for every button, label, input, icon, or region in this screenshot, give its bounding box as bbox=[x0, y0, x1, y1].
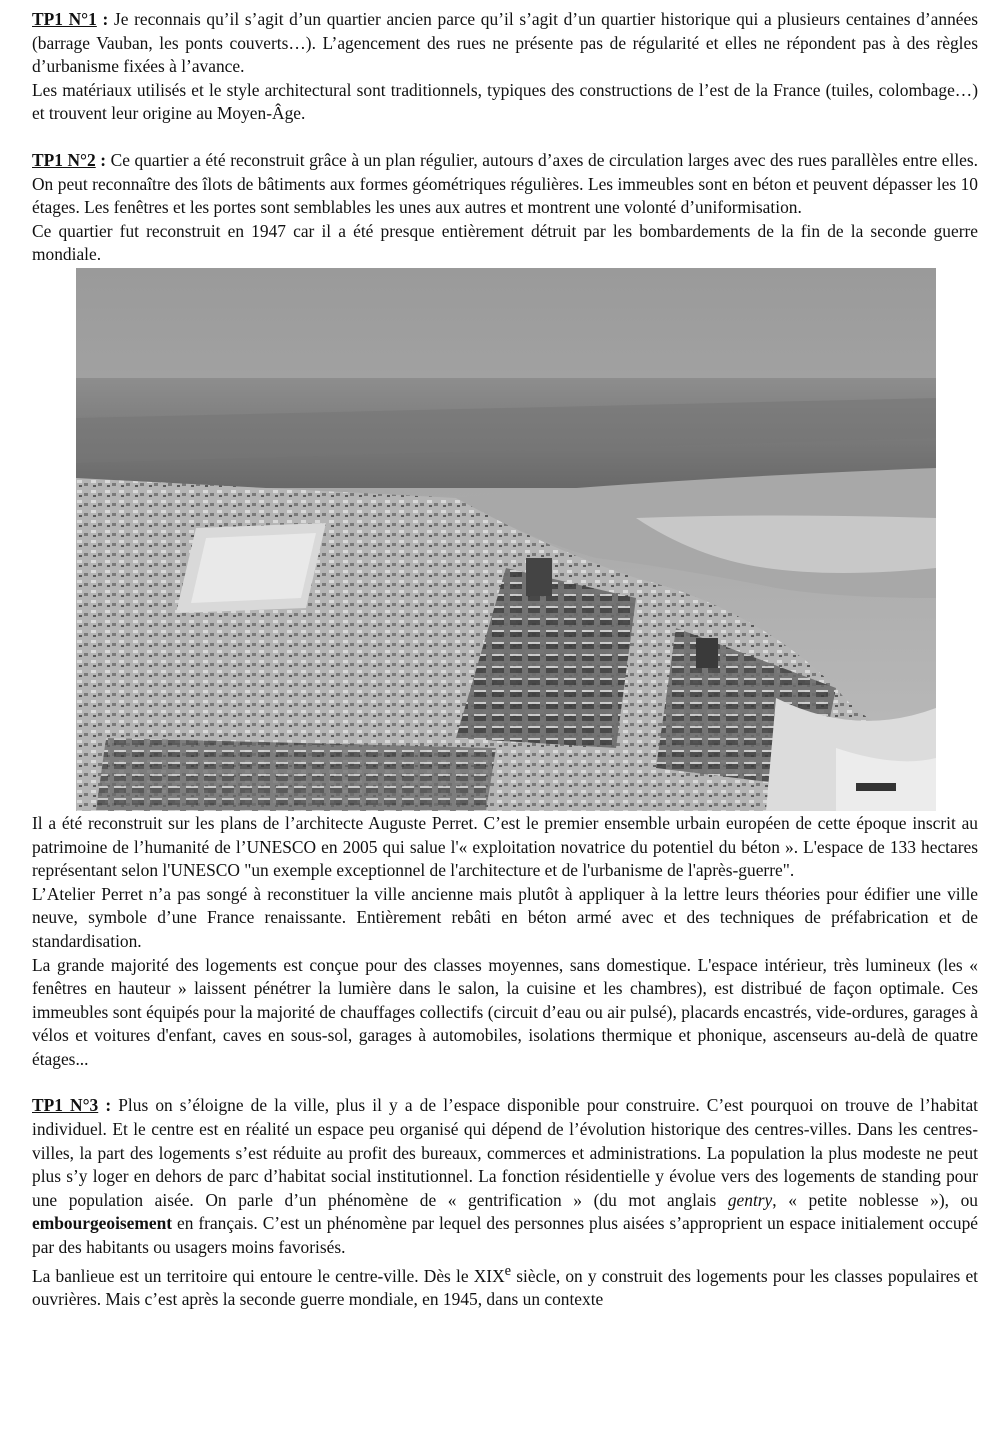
tp1-n3-italic-term: gentry bbox=[727, 1189, 773, 1210]
tp1-n1-paragraph bbox=[32, 8, 978, 79]
tp1-n2-label: TP1 N°2 bbox=[32, 149, 96, 170]
tp1-n2-paragraph-3: Il a été reconstruit sur les plans de l’architecte Auguste Perret. C’est le premier ensemble urbain européen de cette époque inscrit au patrimoine de l’humanité de l’UNESCO en 2005 qui salue l'« exploitation novatrice du potentiel du béton ». L'espace de 133 hectares représentant selon l'UNESCO "un exemple exceptionnel de l'architecture et de l'urbanisme de l'après-guerre". bbox=[32, 812, 978, 881]
spacer bbox=[32, 126, 978, 149]
tp1-n3-bold-term: embourgeoisement bbox=[32, 1213, 173, 1234]
tp1-n2-text-1: Ce quartier a été reconstruit grâce à un plan régulier, autours d’axes de circulation larges avec des rues parallèles entre elles. On peut reconnaître des îlots de bâtiments aux formes géométriques régulières. Les immeubles sont en béton et peuvent dépasser les 10 étages. Les fenêtres et les portes sont semblables les unes aux autres et montrent une volonté d’uniformisation. bbox=[32, 149, 979, 218]
tp1-n3-paragraph bbox=[32, 1094, 978, 1259]
tp1-n2-paragraph bbox=[32, 149, 978, 220]
tp1-n1-separator: : bbox=[96, 9, 109, 29]
tp1-n3-separator: : bbox=[98, 1095, 112, 1116]
tp1-n3-paragraph-2 bbox=[32, 1260, 978, 1312]
tp1-n2-separator: : bbox=[95, 149, 107, 170]
tp1-n2-paragraph-4: L’Atelier Perret n’a pas songé à reconstituer la ville ancienne mais plutôt à appliquer à la lettre leurs théories pour édifier une ville neuve, symbole d’une France renaissante. Entièrement rebâti en béton armé avec et des techniques de préfabrication et de standardisation. bbox=[32, 883, 978, 951]
document-page bbox=[32, 8, 978, 1312]
tp1-n2-paragraph-2: Ce quartier fut reconstruit en 1947 car il a été presque entièrement détruit par les bombardements de la fin de la seconde guerre mondiale. bbox=[32, 220, 978, 265]
tp1-n3-text-1b: , « petite noblesse »), ou bbox=[772, 1189, 978, 1210]
tp1-n2-paragraph-5: La grande majorité des logements est conçue pour des classes moyennes, sans domestique. L'espace intérieur, très lumineux (les « fenêtres en hauteur » laissent pénétrer la lumière dans le salon, la cuisine et les chambres), est distribué de façon optimale. Ces immeubles sont équipés pour la majorité de chauffages collectifs (circuit d’eau ou air pulsé), placards encastrés, vide-ordures, garages à vélos et voitures d'enfant, caves en sous-sol, garages à automobiles, isolations thermique et phonique, ascenseurs au-delà de quatre étages... bbox=[32, 954, 978, 1069]
tp1-n3-text-1a: Plus on s’éloigne de la ville, plus il y a de l’espace disponible pour construire. C’est pourquoi on trouve de l’habitat individuel. Et le centre est en réalité un espace peu organisé qui dépend de l’évolution historique des centres-villes. Dans les centres-villes, la part des logements s’est réduite au profit des bureaux, commerces et administrations. La population la plus modeste ne peut plus s’y loger en dehors de parc d’habitat social institutionnel. La fonction résidentielle y évolue vers des logements de standing pour une population aisée. On parle d’un phénomène de « gentrification » (du mot anglais bbox=[32, 1095, 978, 1210]
tp1-n1-label: TP1 N°1 bbox=[32, 9, 97, 29]
tp1-n1-text-1: Je reconnais qu’il s’agit d’un quartier ancien parce qu’il s’agit d’un quartier historique qui a plusieurs centaines d’années (barrage Vauban, les ponts couverts…). L’agencement des rues ne présente pas de régularité et elles ne répondent pas à des règles d’urbanisme fixées à l’avance. bbox=[32, 9, 978, 77]
tp1-n3-label: TP1 N°3 bbox=[32, 1095, 99, 1116]
tp1-n3-text-2b: siècle, on y construit des logements pour les classes populaires et ouvrières. Mais c’est après la seconde guerre mondiale, en 1945, dans un contexte bbox=[32, 1265, 978, 1310]
tp1-n3-text-1c: en français. C’est un phénomène par lequel des personnes plus aisées s’approprient un espace initialement occupé par des habitants ou usagers moins favorisés. bbox=[32, 1213, 978, 1258]
spacer bbox=[32, 1071, 978, 1094]
tp1-n3-superscript: e bbox=[504, 1262, 512, 1279]
aerial-photo bbox=[76, 268, 936, 811]
tp1-n1-paragraph-2: Les matériaux utilisés et le style architectural sont traditionnels, typiques des constructions de l’est de la France (tuiles, colombage…) et trouvent leur origine au Moyen-Âge. bbox=[32, 79, 978, 124]
aerial-photo-icon bbox=[76, 268, 936, 811]
tp1-n3-text-2a: La banlieue est un territoire qui entoure le centre-ville. Dès le XIX bbox=[32, 1265, 505, 1286]
